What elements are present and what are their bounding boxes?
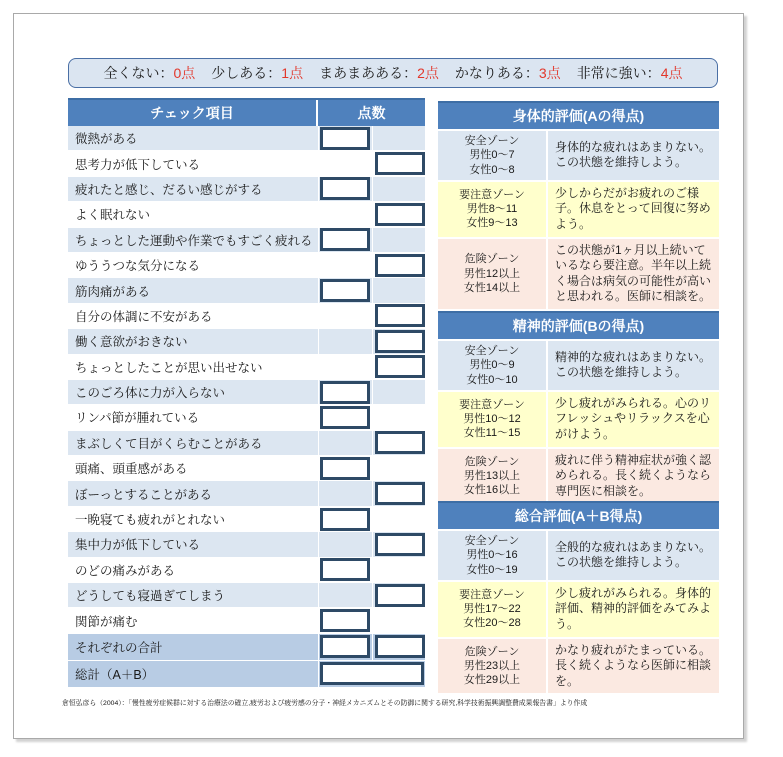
score-cell: [318, 661, 425, 687]
legend-item: [211, 65, 303, 81]
score-slot-b: [372, 431, 425, 455]
zone-description: 身体的な疲れはあまりない。この状態を維持しよう。: [555, 139, 712, 170]
check-item-label: このごろ体に力が入らない: [75, 386, 226, 401]
score-input-a[interactable]: [320, 457, 370, 480]
zone-male-range: 男性10～12: [463, 413, 521, 426]
subtotal-row: [68, 634, 425, 661]
zone-male-range: 男性13以上: [463, 469, 521, 482]
subtotal-label: それぞれの合計: [75, 640, 163, 655]
score-input-b[interactable]: [375, 584, 425, 607]
zone-safe: [438, 531, 719, 580]
zone-danger: [438, 639, 719, 694]
zone-female-range: 女性0～10: [466, 373, 518, 386]
zone-description: 疲れに伴う精神症状が強く認められる。長く続くようなら専門医に相談を。: [555, 452, 712, 498]
zone-name: 要注意ゾーン: [459, 398, 525, 411]
zone-name: 危険ゾーン: [464, 455, 520, 468]
zone-female-range: 女性11～15: [463, 427, 521, 440]
check-item-label: 思考力が低下している: [75, 157, 201, 172]
score-cell: [318, 380, 425, 404]
score-slot-b: [372, 329, 425, 353]
panel-total: [438, 501, 719, 693]
score-cell: [318, 456, 425, 480]
zone-name: 危険ゾーン: [464, 253, 520, 266]
zone-range: [438, 182, 548, 237]
column-header-check-item: チェック項目: [68, 100, 318, 126]
legend-item: [319, 65, 439, 81]
score-cell: [318, 278, 425, 302]
zone-danger: [438, 449, 719, 504]
zone-caution: [438, 582, 719, 637]
score-slot-b: [372, 481, 425, 505]
subtotal-input-a[interactable]: [320, 635, 370, 658]
legend-value: 4点: [660, 65, 683, 81]
table-row: [68, 532, 425, 557]
score-cell: [318, 507, 425, 531]
check-item-label: ゆううつな気分になる: [75, 259, 201, 274]
score-slot-b: [372, 253, 425, 277]
score-cell: [318, 405, 425, 429]
grand-total-label: 総計（A＋B）: [75, 667, 155, 682]
score-input-a[interactable]: [320, 228, 370, 251]
legend-item: [104, 65, 196, 81]
table-row: [68, 228, 425, 253]
zone-name: 安全ゾーン: [464, 535, 520, 547]
score-slot-a: [319, 507, 372, 531]
score-slot-a: [319, 253, 372, 277]
zone-description: 精神的な疲れはあまりない。この状態を維持しよう。: [555, 349, 712, 380]
score-input-a[interactable]: [320, 127, 370, 150]
score-cell: [318, 481, 425, 505]
score-cell: [318, 202, 425, 226]
score-slot-b: [372, 202, 425, 226]
zone-name: 要注意ゾーン: [459, 188, 525, 201]
panel-mental: [438, 311, 719, 503]
score-input-b[interactable]: [375, 330, 425, 353]
check-item-label: 集中力が低下している: [75, 538, 201, 553]
score-slot-a: [319, 329, 372, 353]
score-slot-b: [372, 126, 425, 150]
check-item-label: ぼーっとすることがある: [75, 487, 213, 502]
panel-title: 総合評価(A＋B得点): [438, 501, 719, 529]
check-item-label: リンパ節が腫れている: [75, 411, 200, 426]
zone-name: 要注意ゾーン: [459, 588, 525, 601]
zone-male-range: 男性17～22: [463, 603, 521, 616]
fatigue-checklist-page: [13, 13, 744, 739]
score-slot-b: [372, 304, 425, 328]
check-item-label: 関節が痛む: [75, 614, 138, 629]
score-slot-b: [372, 634, 425, 660]
zone-range: [438, 639, 548, 694]
legend-value: 2点: [417, 65, 439, 81]
score-slot-a: [319, 228, 372, 252]
table-row: [68, 304, 425, 329]
score-input-b[interactable]: [375, 203, 425, 226]
score-input-a[interactable]: [320, 406, 370, 429]
score-slot-b: [372, 405, 425, 429]
zone-safe: [438, 131, 719, 180]
zone-description: 少し疲れがみられる。身体的評価、精神的評価をみてみよう。: [555, 585, 712, 632]
score-input-b[interactable]: [375, 355, 425, 378]
score-slot-b: [372, 583, 425, 607]
check-item-label: 筋肉痛がある: [75, 284, 151, 299]
score-cell: [318, 253, 425, 277]
citation-note: 倉恒弘彦ら（2004）：「慢性疲労症候群に対する治療法の確立,疲労および疲労感の分子・神経メカニズムとその防御に関する研究,科学技術振興調整費成果報告書」より作成: [62, 699, 588, 707]
check-item-label: まぶしくて目がくらむことがある: [75, 436, 263, 451]
score-cell: [318, 583, 425, 607]
zone-description: 少し疲れがみられる。心のリフレッシュやリラックスを心がけよう。: [555, 395, 712, 442]
table-row: [68, 481, 425, 506]
score-slot-a: [319, 278, 372, 302]
score-slot-a: [319, 634, 372, 660]
zone-range: [438, 131, 548, 180]
score-cell: [318, 304, 425, 328]
legend-label: まあまあある：: [319, 65, 418, 81]
table-row: [68, 583, 425, 608]
table-row: [68, 278, 425, 303]
legend-value: 1点: [281, 65, 304, 81]
table-row: [68, 405, 425, 430]
score-cell: [318, 126, 425, 150]
score-slot-b: [372, 456, 425, 480]
grand-total-row: [68, 661, 425, 688]
score-legend-items: [96, 63, 691, 83]
zone-name: 安全ゾーン: [464, 345, 520, 357]
zone-safe: [438, 341, 719, 390]
score-slot-b: [372, 532, 425, 556]
column-header-score: 点数: [357, 105, 386, 121]
score-slot-b: [372, 380, 425, 404]
table-row: [68, 177, 425, 202]
score-slot-b: [372, 177, 425, 201]
score-input-a[interactable]: [320, 381, 370, 404]
score-slot-a: [319, 431, 372, 455]
zone-female-range: 女性20～28: [463, 617, 521, 630]
table-row: [68, 202, 425, 227]
check-item-label: 頭痛、頭重感がある: [75, 462, 188, 477]
score-slot-a: [319, 304, 372, 328]
zone-range: [438, 582, 548, 637]
score-input-a[interactable]: [320, 609, 370, 632]
score-cell: [318, 532, 425, 556]
zone-description: 少しからだがお疲れのご様子。休息をとって回復に努めよう。: [555, 185, 711, 232]
legend-label: 少しある：: [211, 65, 282, 81]
zone-male-range: 男性8～11: [466, 203, 518, 216]
score-slot-a: [319, 126, 372, 150]
legend-label: 非常に強い：: [576, 65, 661, 81]
score-slot-a: [319, 608, 372, 632]
score-slot-a: [319, 532, 372, 556]
score-input-a[interactable]: [320, 279, 370, 302]
legend-value: 3点: [538, 65, 561, 81]
score-input-a[interactable]: [320, 508, 370, 531]
score-slot-b: [372, 228, 425, 252]
panel-title: 精神的評価(Bの得点): [438, 311, 719, 339]
score-input-b[interactable]: [375, 482, 425, 505]
check-item-label: どうしても寝過ぎてしまう: [75, 589, 226, 604]
zone-male-range: 男性0～9: [469, 359, 515, 372]
panel-title: 身体的評価(Aの得点): [438, 101, 719, 129]
check-item-label: 自分の体調に不安がある: [75, 309, 213, 324]
score-slot-b: [372, 558, 425, 582]
score-cell: [318, 431, 425, 455]
score-slot-b: [372, 151, 425, 175]
zone-male-range: 男性12以上: [463, 267, 521, 280]
zone-female-range: 女性0～19: [466, 563, 518, 576]
table-row: [68, 151, 425, 176]
score-slot-b: [372, 278, 425, 302]
table-row: [68, 456, 425, 481]
score-slot-a: [319, 151, 372, 175]
check-item-label: 働く意欲がおきない: [75, 335, 188, 350]
zone-description: この状態が1ヶ月以上続いているなら要注意。半年以上続く場合は病気の可能性が高いと思われる。医師に相談を。: [555, 242, 712, 304]
legend-item: [577, 65, 683, 81]
score-cell: [318, 634, 425, 660]
table-row: [68, 558, 425, 583]
check-item-label: ちょっとしたことが思い出せない: [75, 360, 263, 375]
score-slot-a: [319, 583, 372, 607]
zone-range: [438, 341, 548, 390]
zone-female-range: 女性29以上: [463, 674, 521, 687]
legend-label: 全くない：: [103, 65, 174, 81]
table-row: [68, 355, 425, 380]
score-slot-b: [372, 355, 425, 379]
score-cell: [318, 329, 425, 353]
score-cell: [318, 228, 425, 252]
zone-danger: [438, 239, 719, 309]
zone-range: [438, 239, 548, 309]
score-legend: [68, 58, 718, 88]
zone-description: 全般的な疲れはあまりない。この状態を維持しよう。: [555, 539, 712, 570]
score-slot-b: [372, 608, 425, 632]
score-cell: [318, 608, 425, 632]
score-slot-a: [319, 481, 372, 505]
score-input-a[interactable]: [320, 177, 370, 200]
zone-female-range: 女性16以上: [463, 484, 521, 497]
legend-value: 0点: [173, 65, 196, 81]
check-item-label: 微熱がある: [75, 132, 138, 147]
check-table: [68, 98, 425, 688]
score-cell: [318, 558, 425, 582]
check-item-label: のどの痛みがある: [75, 563, 176, 578]
score-slot-a: [319, 355, 372, 379]
subtotal-input-b[interactable]: [375, 635, 425, 658]
zone-range: [438, 449, 548, 504]
score-input-a[interactable]: [320, 558, 370, 581]
table-row: [68, 431, 425, 456]
grand-total-input[interactable]: [320, 662, 424, 685]
table-row: [68, 608, 425, 633]
score-slot-a: [319, 202, 372, 226]
check-item-label: よく眠れない: [75, 208, 151, 223]
table-row: [68, 329, 425, 354]
zone-range: [438, 392, 548, 447]
score-input-b[interactable]: [375, 304, 425, 327]
check-item-label: ちょっとした運動や作業でもすごく疲れる: [75, 233, 313, 248]
zone-range: [438, 531, 548, 580]
zone-male-range: 男性0～7: [469, 149, 515, 162]
score-slot-a: [319, 177, 372, 201]
score-slot-a: [319, 558, 372, 582]
check-item-label: 一晩寝ても疲れがとれない: [75, 513, 226, 528]
legend-label: かなりある：: [454, 65, 539, 81]
table-row: [68, 253, 425, 278]
table-row: [68, 126, 425, 151]
zone-female-range: 女性0～8: [469, 163, 515, 176]
zone-female-range: 女性14以上: [463, 282, 521, 294]
zone-name: 危険ゾーン: [464, 645, 520, 658]
table-header: [68, 98, 425, 126]
table-row: [68, 507, 425, 532]
score-cell: [318, 151, 425, 175]
score-slot-b: [372, 507, 425, 531]
score-input-b[interactable]: [375, 254, 425, 277]
zone-male-range: 男性0～16: [466, 549, 518, 562]
table-row: [68, 380, 425, 405]
score-cell: [318, 355, 425, 379]
zone-male-range: 男性23以上: [463, 659, 521, 672]
score-input-b[interactable]: [375, 431, 425, 454]
score-input-b[interactable]: [375, 533, 425, 556]
zone-description: かなり疲れがたまっている。長く続くようなら医師に相談を。: [555, 642, 712, 688]
legend-item: [455, 65, 561, 81]
zone-caution: [438, 392, 719, 447]
table-body: [68, 126, 425, 688]
score-slot-a: [319, 380, 372, 404]
zone-female-range: 女性9～13: [466, 217, 518, 230]
score-slot-a: [319, 456, 372, 480]
score-slot-a: [319, 405, 372, 429]
zone-caution: [438, 182, 719, 237]
score-input-b[interactable]: [375, 152, 425, 175]
check-item-label: 疲れたと感じ、だるい感じがする: [75, 182, 263, 197]
score-cell: [318, 177, 425, 201]
zone-name: 安全ゾーン: [464, 135, 520, 147]
panel-physical: [438, 101, 719, 309]
